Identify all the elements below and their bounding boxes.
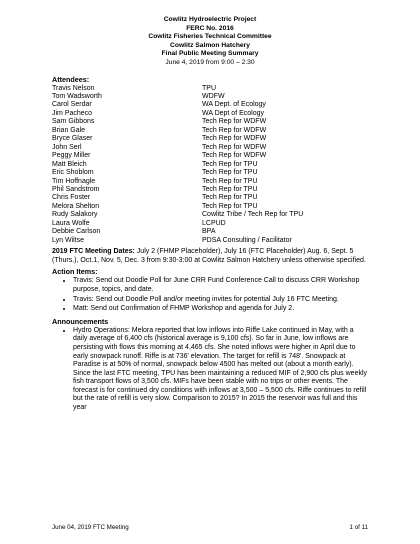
attendee-name: Laura Wolfe [52, 219, 90, 227]
attendee-name: Lyn Wiltse [52, 236, 85, 244]
attendee-row [52, 93, 368, 101]
footer-meeting-label: June 04, 2019 FTC Meeting [52, 524, 129, 531]
attendee-affiliation: WA Dept. of Ecology [202, 101, 266, 109]
document-header [52, 16, 368, 68]
attendee-name: Bryce Glaser [52, 135, 93, 143]
attendee-affiliation: WDFW [202, 93, 225, 101]
attendee-affiliation: Tech Rep for TPU [202, 160, 258, 168]
action-items-list [52, 277, 368, 313]
attendee-name: Sam Gibbons [52, 118, 95, 126]
attendee-affiliation: WA Dept of Ecology [202, 109, 264, 117]
attendee-affiliation: Tech Rep for WDFW [202, 118, 267, 126]
attendee-affiliation: Tech Rep for WDFW [202, 135, 267, 143]
attendee-affiliation: BPA [202, 228, 216, 236]
attendee-row [52, 228, 368, 236]
meeting-dates-paragraph [52, 248, 368, 265]
attendee-affiliation: Cowlitz Tribe / Tech Rep for TPU [202, 211, 304, 219]
attendee-row [52, 161, 368, 169]
page-number: 1 of 11 [349, 524, 368, 531]
attendee-row [52, 211, 368, 219]
summary-title: Final Public Meeting Summary [161, 50, 259, 58]
attendee-row [52, 135, 368, 143]
action-item: • Travis: Send out Doodle Poll for June CRR Fund Conference Call to discuss CRR Workshop purpose, topics, and date. [73, 277, 368, 294]
attendee-name: Travis Nelson [52, 84, 95, 92]
attendee-affiliation: Tech Rep for WDFW [202, 143, 267, 151]
attendee-affiliation: TPU [202, 84, 216, 92]
attendee-name: Tom Wadsworth [52, 93, 102, 101]
attendee-name: Phil Sandstrom [52, 186, 100, 193]
attendee-name: Brian Gale [52, 126, 86, 134]
attendee-affiliation: PDSA Consulting / Facilitator [202, 236, 292, 244]
attendee-affiliation: Tech Rep for WDFW [202, 126, 267, 134]
meeting-dates-label: 2019 FTC Meeting Dates: [52, 248, 135, 256]
action-item: • Travis: Send out Doodle Poll and/or meeting invites for potential July 16 FTC Meeting. [73, 296, 368, 305]
project-title: Cowlitz Hydroelectric Project [163, 16, 257, 23]
attendee-row [52, 127, 368, 135]
ferc-number: FERC No. 2016 [186, 24, 234, 32]
attendee-affiliation: Tech Rep for TPU [202, 186, 258, 193]
attendee-row [52, 178, 368, 186]
page-footer [52, 524, 368, 531]
attendee-row [52, 101, 368, 109]
attendee-row [52, 118, 368, 126]
attendee-affiliation: Tech Rep for TPU [202, 194, 258, 202]
attendee-name: Peggy Miller [52, 152, 91, 160]
attendees-heading: Attendees: [52, 74, 90, 84]
attendee-name: Rudy Salakory [52, 211, 98, 219]
committee-name: Cowlitz Fisheries Technical Committee [148, 33, 272, 41]
attendee-list [52, 85, 368, 246]
attendee-row [52, 169, 368, 177]
attendee-name: Debbie Carlson [52, 228, 101, 236]
attendee-affiliation: Tech Rep for TPU [202, 169, 258, 177]
attendee-name: John Serl [52, 143, 82, 151]
attendee-affiliation: Tech Rep for TPU [202, 202, 258, 210]
announcements-heading: Announcements [52, 316, 109, 326]
attendee-affiliation: LCPUD [202, 219, 226, 227]
announcement-item: • Hydro Operations: Melora reported that low inflows into Riffe Lake continued in May, with a daily average of 6,400 cfs (historical average is 9,100 cfs). So far in June, low inflows are persisting with flows this morning at 4,465 cfs. She noted inflows were higher in April due to early snowpack runoff. Riffe is at 736' elevation. The target for refill is 748'. Snowpack at Paradise is at 50% of normal, snowpack below 4500 has melted out (about a month early). Since the last FTC meeting, TPU has been maintaining a reduced MIF of 2,900 cfs plus weekly fish transport flows of 3,500 cfs. MIFs have been stable with no trips or other events. The forecast is for continued dry conditions with inflows at 3,500 – 5,500 cfs. Riffe continues to refill but the rate of refill is very slow. Comparison to 2015? In 2015 the reservoir was full and this year [73, 327, 368, 413]
attendee-row [52, 152, 368, 160]
attendee-name: Eric Shoblom [52, 169, 94, 177]
attendee-row [52, 186, 368, 194]
attendee-affiliation: Tech Rep for TPU [202, 177, 258, 185]
meeting-date: June 4, 2019 from 9:00 – 2:30 [165, 58, 255, 66]
attendee-row [52, 194, 368, 202]
meeting-dates-text: July 2 (FHMP Placeholder), July 16 (FTC Placeholder) Aug. 6, Sept. 5 (Thurs.), Oct.1, Nov. 5, Dec. 3 from 9:30-3:00 at Cowlitz Salmon Hatchery unless otherwise specified. [52, 248, 366, 264]
attendee-name: Carol Serdar [52, 101, 92, 109]
location-name: Cowlitz Salmon Hatchery [170, 41, 250, 49]
attendee-row [52, 220, 368, 228]
attendee-row [52, 237, 368, 245]
attendee-name: Chris Foster [52, 194, 91, 202]
attendee-name: Tim Hoffnagle [52, 177, 96, 185]
action-item: • Matt: Send out Confirmation of FHMP Workshop and agenda for July 2. [73, 305, 368, 314]
attendee-row [52, 110, 368, 118]
attendee-row [52, 203, 368, 211]
attendee-name: Jim Pacheco [52, 109, 93, 117]
action-items-heading: Action Items: [52, 267, 98, 277]
attendee-row [52, 85, 368, 93]
attendee-affiliation: Tech Rep for WDFW [202, 152, 267, 160]
announcements-list [52, 327, 368, 413]
attendee-name: Matt Bleich [52, 160, 87, 168]
attendee-row [52, 144, 368, 152]
attendee-name: Melora Shelton [52, 202, 100, 210]
